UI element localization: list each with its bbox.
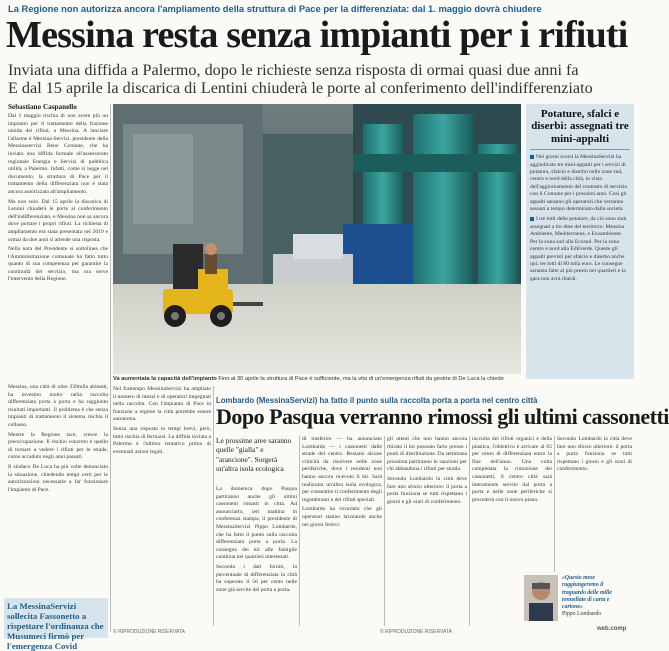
- paragraph: gli utenti che non hanno ancora ritirato il kit possono farlo presso i punti di distribuzione. Da settimana prossima partiranno le sanzioni per chi abbandona i rifiuti per strada.: [387, 436, 468, 473]
- paragraph: La domenica dopo Pasqua partiranno anche gli ultimi cassonetti rimasti in città. Ad annunciarlo, ieri mattina in conferenza stampa, il presidente di MessinaServizi Pippo Lombardo, che ha fatto il punto sulla raccolta differenziata porta a porta. La consegna dei kit alle famiglie continua nei quartieri interessati.: [216, 486, 297, 561]
- footer-rights: © RIPRODUZIONE RISERVATA: [113, 629, 185, 635]
- article-column-2: [8, 384, 108, 594]
- article-column-3: [113, 386, 211, 626]
- paragraph: raccolta dei rifiuti organici e della plastica, l'obiettivo è arrivare al 65 per cento di differenziata entro la fine dell'anno. Una volta completata la rimozione dei cassonetti, il centro città sarà interamente servito dal porta a porta e nelle zone periferiche si procederà con il nuovo piano.: [472, 436, 552, 503]
- paragraph: Nel frattempo MessinaServizi ha ampliato il numero di mezzi e di operatori impegnati nella raccolta. Con l'impianto di Pace in funzione a regime la città potrebbe essere autonoma.: [113, 386, 211, 423]
- sidebar-body: [530, 154, 630, 283]
- paragraph: Secondo Lombardo la città deve fare uno sforzo ulteriore: il porta a porta funziona se tutti rispettano i giorni e gli orari di conferimento.: [557, 436, 632, 473]
- headline: Messina resta senza impianti per i rifiuti: [6, 14, 628, 56]
- article-column-4: [216, 486, 297, 626]
- secondary-kicker: Lombardo (MessinaServizi) ha fatto il punto sulla raccolta porta a porta nel centro città: [216, 396, 538, 405]
- subhead: [8, 61, 630, 97]
- subhead-line-2: E dal 15 aprile la discarica di Lentini chiuderà le porte al conferimento dell'indifferenziato: [8, 79, 593, 97]
- sidebar-item: I tre lotti delle potature, da ciò sono stati assegnati a tre ditte del territorio: Messina Ambiente, Mediterranea, e Ecoambiente. Per la zona sud alla Ecosud. Per la zona centro e nord alla Edilverde. Queste gli appalti previsti per sfalcio e diserbo anche qui, tre lotti di 80 mila euro. Le consegne saranno fatte al più presto nei quartieri e la gara non avrà ritardi.: [530, 216, 627, 282]
- sidebar-title: Potature, sfalci e diserbi: assegnati tre mini-appalti: [531, 108, 629, 145]
- paragraph: Secondo i dati forniti, la percentuale di differenziata in città ha superato il 50 per cento nelle zone già servite dal porta a porta.: [216, 563, 297, 593]
- paragraph: Lombardo ha ricordato che gli operatori stanno lavorando anche nei giorni festivi.: [302, 506, 382, 528]
- byline: Sebastiano Caspanello: [8, 103, 77, 111]
- quote-text: «Questo mese raggiungeremo il traguardo delle mille tonnellate di carta e cartone»: [562, 575, 612, 611]
- paragraph: Senza una risposta in tempi brevi, però, tutto rischia di fermarsi. La diffida inviata a Palermo è l'ultimo tentativo prima di eventuali azioni legali.: [113, 425, 211, 455]
- related-title: La MessinaServizi sollecita Fassonetto a rispettare l'ordinanza che Musumeci firmò per l'emergenza Covid: [7, 601, 104, 651]
- column-divider: [213, 386, 214, 626]
- paragraph: Mentre la Regione tace, cresce la preoccupazione. Il rischio concreto è quello di tornare a vedere i rifiuti per le strade, come accaduto negli anni passati.: [8, 431, 108, 461]
- photo-caption: [113, 376, 521, 382]
- paragraph: Nella nota del Presidente si sottolinea che l'Amministrazione comunale ha fatto tutto quanto di sua competenza per garantire la continuità del servizio, ma ora serve l'intervento della Regione.: [8, 246, 108, 283]
- caption-text: Fino al 30 aprile la struttura di Pace è sufficiente, ma la vita di un'emergenza rifiuti da gestire di De Luca la chiede: [218, 376, 504, 382]
- footer-rights: © RIPRODUZIONE RISERVATA: [380, 629, 452, 635]
- sidebar-item: Nei giorni scorsi la MessinaServizi ha aggiudicato tre mini-appalti per i servizi di potatura, sfalcio e diserbo nelle zone sud, centro e nord della città, in vista dell'aggiornamento del contratto di servizio con il Comune per i prossimi anni. Così gli appalti saranno gli operatori che verranno assunti a tempo determinato dalla società.: [530, 154, 628, 213]
- paragraph: Il sindaco De Luca ha più volte denunciato la situazione, chiedendo tempi certi per le autorizzazioni necessarie a far funzionare l'impianto di Pace.: [8, 463, 108, 493]
- secondary-lead: Le prossime aree saranno quelle "gialla" e "arancione". Sorgerà un'altra isola ecologica: [216, 436, 292, 473]
- article-column-1: [8, 113, 108, 381]
- paragraph: di trasferire — ha annunciato Lombardo — i cassonetti dalle strade del centro. Restano alcune criticità da risolvere nelle zone periferiche, dove i residenti non hanno ancora ricevuto il kit. Sarà realizzata un'altra isola ecologica, per consentire il conferimento degli ingombranti e dei rifiuti speciali.: [302, 436, 382, 503]
- column-divider: [384, 436, 385, 626]
- related-box: [4, 598, 108, 651]
- paragraph: Ma non solo. Dal 15 aprile la discarica di Lentini chiuderà le porte al conferimento dell'indifferenziato, e Messina non sa ancora dove portare i propri rifiuti. La richiesta di ampliamento era stata presentata nel 2019 e ormai da due anni si attende una risposta.: [8, 198, 108, 243]
- article-column-7: [472, 436, 552, 572]
- sidebar-box: [526, 104, 634, 379]
- corner-tag: web.comp: [597, 626, 627, 632]
- quote-author: Pippo Lombardo: [562, 611, 602, 618]
- article-column-5: [302, 436, 382, 626]
- subhead-line-1: Inviata una diffida a Palermo, dopo le richieste senza risposta di ormai quasi due anni fa: [8, 61, 579, 79]
- column-divider: [554, 436, 555, 572]
- paragraph: Messina, una città di oltre 230mila abitanti, ha investito molto nella raccolta differenziata porta a porta e ha raggiunto risultati importanti. Il problema è che senza impianti di trattamento il sistema rischia il collasso.: [8, 384, 108, 428]
- bullet-icon: [530, 155, 534, 159]
- paragraph: Dal 1 maggio rischia di non avere più un impianto per il trattamento della frazione umida dei rifiuti, a Messina. A lanciare l'allarme è Messina-Servizi, presidente della Messinaservizi Bene Comune, che ha inviato una diffida formale all'assessorato regionale Energia e Servizi di pubblica utilità, a Palermo. Infatti, come si legge nel documento, la struttura di Pace per il trattamento della differenziata non è stata ancora autorizzata all'ampliamento.: [8, 113, 108, 195]
- kicker: La Regione non autorizza ancora l'ampliamento della struttura di Pace per la differenziata: dal 1. maggio dovrà chiudere: [8, 3, 542, 14]
- secondary-headline: Dopo Pasqua verranno rimossi gli ultimi cassonetti: [216, 404, 669, 429]
- article-column-6: [387, 436, 467, 626]
- column-divider: [110, 104, 111, 632]
- article-photo: [113, 104, 521, 374]
- article-column-8: [557, 436, 632, 572]
- caption-bold: Va aumentata la capacità dell'impianto: [113, 376, 217, 382]
- column-divider: [299, 436, 300, 626]
- portrait-photo: [524, 575, 558, 621]
- sidebar-divider: [530, 149, 630, 150]
- column-divider: [469, 436, 470, 626]
- paragraph: Secondo Lombardo la città deve fare uno sforzo ulteriore: il porta a porta funziona se tutti rispettano i giorni e gli orari di conferimento.: [387, 475, 467, 505]
- pull-quote: [562, 575, 628, 619]
- bullet-icon: [530, 217, 534, 221]
